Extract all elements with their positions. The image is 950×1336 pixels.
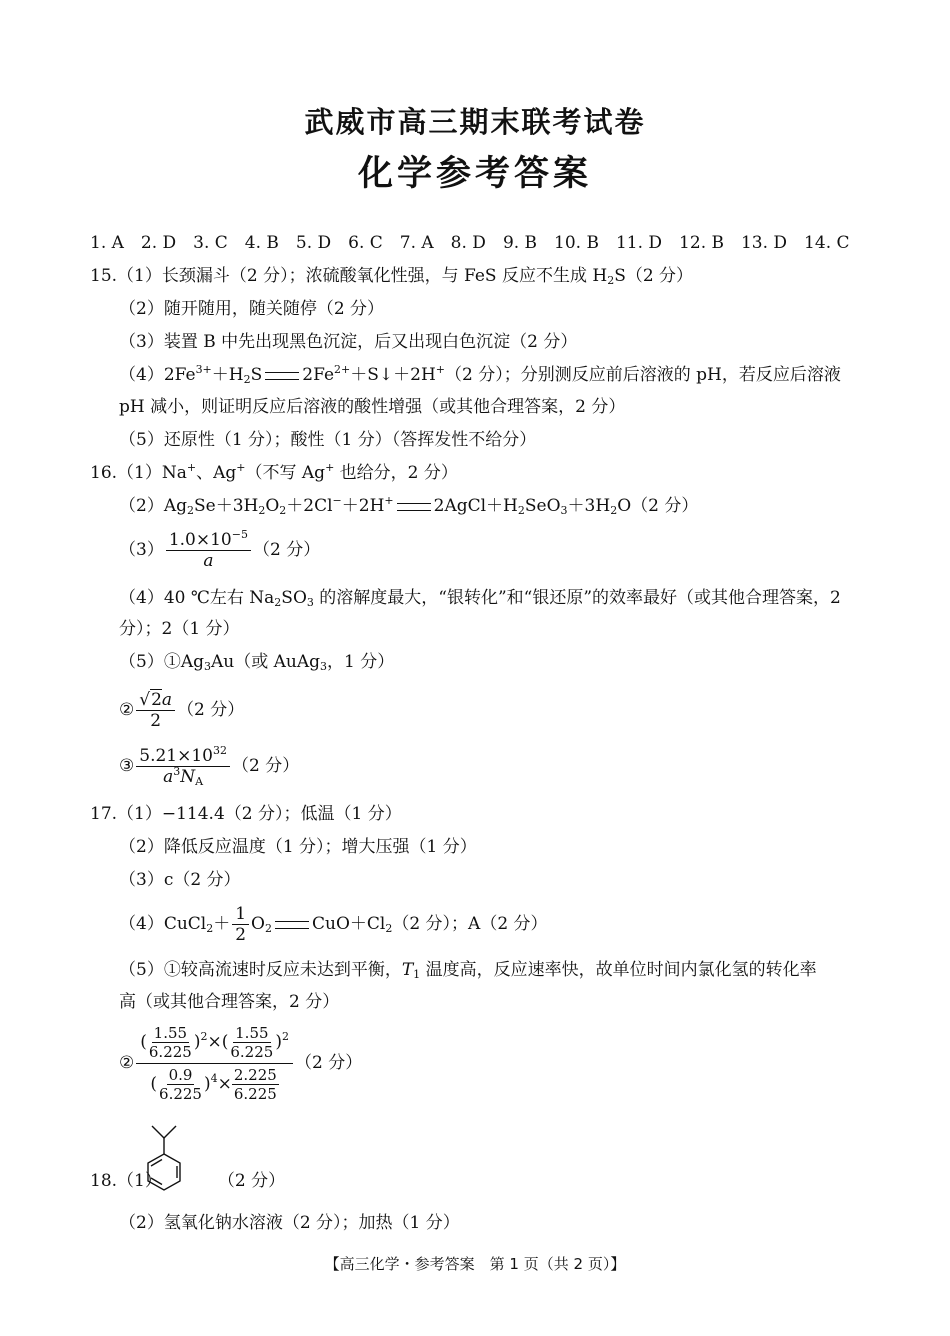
fraction: $\frac{1}{2}$ (232, 904, 249, 945)
q15-part2: （2）随开随用，随关随停（2 分） (119, 299, 385, 319)
fraction: $\frac{1.0\times 10^{-5}}{a}$ (166, 530, 251, 571)
page-footer: 【高三化学・参考答案 第 1 页（共 2 页）】 (324, 1255, 626, 1273)
fraction: $\frac{5.21\times 10^{32}}{a^3N_A}$ (136, 746, 230, 787)
choice-answers: 1. A 2. D 3. C 4. B 5. D 6. C 7. A 8. D 9. B 10. B 11. D 12. B 13. D 14. C (90, 233, 850, 253)
q17-part1: 17.（1）−114.4（2 分）；低温（1 分） (90, 804, 402, 824)
answer-title: 化学参考答案 (357, 154, 592, 194)
q15-part4-line2: pH 减小，则证明反应后溶液的酸性增强（或其他合理答案，2 分） (119, 397, 626, 417)
q15-part4: $(4)2Fe^{3+}+H_2S$ $2Fe^{2+}+S↓+2H^+(2$ 分）；分别测反应前后溶液的 pH，若反应后溶液 (119, 363, 841, 386)
q17-part3: （3）c（2 分） (119, 870, 241, 890)
q16-part5-2: ② $\frac{√2a}{2}$ （2 分） (119, 690, 245, 731)
q16-part2: $(2)Ag_2Se+3H_2O_2+2Cl^-+2H^+$ $2AgCl+H_2SeO_3+3H_2O(2$ 分） (119, 494, 699, 517)
fraction: $\frac{√2a}{2}$ (136, 690, 175, 731)
q18-part2: （2）氢氧化钠水溶液（2 分）；加热（1 分） (119, 1213, 460, 1233)
q15-part1: 15.（1）长颈漏斗（2 分）；浓硫酸氧化性强，与 FeS 反应不生成 $H_2S(2$ 分） (90, 266, 694, 287)
q16-part5-1: $(5)①Ag_3Au$（或 AuAg$_3$，1 分） (119, 652, 395, 673)
q17-part5-1-line2: 高（或其他合理答案，2 分） (119, 992, 340, 1012)
q16-part4: （4）40 ℃左右 $Na_2SO_3$ 的溶解度最大，“银转化”和“银还原”的效率最好（或其他合理答案，2 (119, 588, 841, 609)
equilibrium-constant-fraction: ( $\frac{1.55}{6.225}$ )$^2$×( $\frac{1.55}{6.225}$ )$^2$ ( $\frac{0.9}{6.225}$ )$^4$× $\frac{2.225}{6.225}$ (136, 1024, 293, 1103)
equals-sign (275, 921, 309, 929)
q16-part5-3: ③ $\frac{5.21\times 10^{32}}{a^3N_A}$ （2 分） (119, 744, 300, 788)
equals-sign (397, 503, 431, 511)
equals-sign (265, 372, 299, 380)
q17-part5-1: （5）①较高流速时反应未达到平衡，$T_1$ 温度高，反应速率快，故单位时间内氯化氢的转化率 (119, 960, 817, 981)
q15-part3: （3）装置 B 中先出现黑色沉淀，后又出现白色沉淀（2 分） (119, 332, 578, 352)
q16-part3: （3） $\frac{1.0\times 10^{-5}}{a}$ （2 分） (119, 528, 321, 571)
q18-part1: 18.（1） （2 分） (90, 1171, 286, 1191)
q17-part5-2: ② ( $\frac{1.55}{6.225}$ )$^2$×( $\frac{1.55}{6.225}$ )$^2$ ( $\frac{0.9}{6.225}$ )$^4$× $\frac{2.225}{6.225}$ （2 分） (119, 1024, 363, 1103)
q16-part4-line2: 分）；2（1 分） (119, 619, 240, 639)
q15-part5: （5）还原性（1 分）；酸性（1 分）（答挥发性不给分） (119, 430, 537, 450)
q16-part1: 16.（1）Na+、Ag+（不写 Ag+ 也给分，2 分） (90, 461, 458, 483)
q17-part4: （4）CuCl$_2$＋ $\frac{1}{2}$ $O_2$ $CuO+Cl_2(2$ 分）；A（2 分） (119, 904, 548, 945)
exam-title: 武威市高三期末联考试卷 (304, 105, 646, 139)
q17-part2: （2）降低反应温度（1 分）；增大压强（1 分） (119, 837, 477, 857)
